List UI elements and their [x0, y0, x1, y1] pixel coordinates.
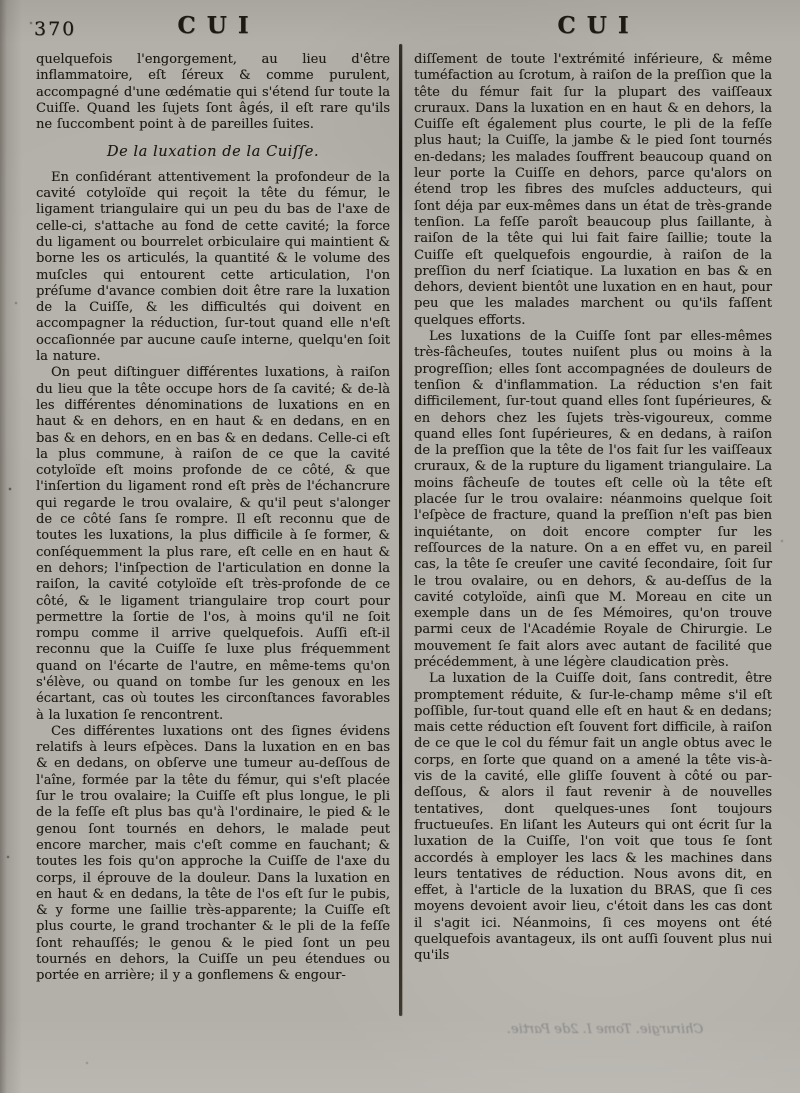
right-column: [414, 52, 772, 965]
ink-specks: [0, 0, 2, 2]
paragraph: En conſidérant attentivement la profondeur de la cavité cotyloïde qui reçoit la tête du fémur, le ligament triangulaire qui un peu du bas de l'axe de celle-ci, s'attache au fond de cette cavité; la force du ligament ou bourrelet orbiculaire qui maintient & borne les os articulés, la quantité & le volume des muſcles qui entourent cette articulation, l'on préſume d'avance combien doit être rare la luxation de la Cuiſſe, & les difficultés qui doivent en accompagner la réduction, ſur-tout quand elle n'eſt occaſionnée par aucune cauſe interne, quelqu'en ſoit la nature.: [36, 169, 390, 365]
paragraph: On peut diſtinguer différentes luxations, à raiſon du lieu que la tête occupe hors de ſa cavité; & de-là les différentes dénominations de luxations en en haut & en dehors, en en haut & en dedans, en en bas & en dehors, en en bas & en dedans. Celle-ci eſt la plus commune, à raiſon de ce que la cavité cotyloïde eſt moins profonde de ce côté, & que l'inſertion du ligament rond eſt près de l'échancrure qui regarde le trou ovalaire, & qu'il peut s'alonger de ce côté ſans ſe rompre. Il eſt reconnu que de toutes les luxations, la plus difficile à ſe former, & conſéquemment la plus rare, eſt celle en en haut & en dehors; l'inſpection de l'articulation en donne la raiſon, la cavité cotyloïde eſt très-profonde de ce côté, & le ligament triangulaire trop court pour permettre la ſortie de l'os, à moins qu'il ne ſoit rompu comme il arrive quelquefois. Auſſi eſt-il reconnu que la Cuiſſe ſe luxe plus fréquemment quand on l'écarte de l'autre, en même-tems qu'on s'élève, ou quand on tombe ſur les genoux en les écartant, cas où toutes les circonſtances favorables à la luxation ſe rencontrent.: [36, 365, 390, 723]
page-number: 370: [34, 18, 77, 40]
ink-showthrough-text: Chirurgie. Tome I. 2de Partie.: [506, 1022, 704, 1037]
section-heading: De la luxation de la Cuiſſe.: [106, 144, 320, 161]
left-column: [36, 52, 390, 985]
paragraph: Ces différentes luxations ont des ſignes évidens relatifs à leurs eſpèces. Dans la luxation en en bas & en dedans, on obſerve une tumeur au-deſſous de l'aîne, formée par la tête du fémur, qui s'eſt placée ſur le trou ovalaire; la Cuiſſe eſt plus longue, le pli de la feſſe eſt plus bas qu'à l'ordinaire, le pied & le genou ſont tournés en dehors, le malade peut encore marcher, mais c'eſt comme en fauchant; & toutes les fois qu'on approche la Cuiſſe de l'axe du corps, il éprouve de la douleur. Dans la luxation en en haut & en dedans, la tête de l'os eſt ſur le pubis, & y forme une ſaillie très-apparente; la Cuiſſe eſt plus courte, le grand trochanter & le pli de la feſſe ſont rehauſſés; le genou & le pied ſont un peu tournés en dehors, la Cuiſſe un peu étendues ou portée en arrière; il y a gonflemens & engour-: [36, 723, 390, 984]
column-divider-rule: [399, 44, 402, 1016]
paragraph: La luxation de la Cuiſſe doit, ſans contredit, être promptement réduite, & ſur-le-champ même s'il eſt poſſible, ſur-tout quand elle eſt en haut & en dedans; mais cette réduction eſt ſouvent fort difficile, à raiſon de ce que le col du fémur fait un angle obtus avec le corps, en ſorte que quand on a amené la tête vis-à-vis de la cavité, elle gliſſe ſouvent à côté ou par-deſſous, & alors il faut revenir à de nouvelles tentatives, dont quelques-unes ſont toujours fructueuſes. En liſant les Auteurs qui ont écrit ſur la luxation de la Cuiſſe, l'on voit que tous ſe ſont accordés à employer les lacs & les machines dans leurs tentatives de réduction. Nous avons dit, en effet, à l'article de la luxation du BRAS, que ſi ces moyens devoient avoir lieu, c'étoit dans les cas dont il s'agit ici. Néanmoins, ſi ces moyens ont été quelquefois avantageux, ils ont auſſi ſouvent plus nui qu'ils: [414, 671, 772, 964]
running-title-right: CUI: [557, 12, 640, 39]
running-title-left: CUI: [177, 12, 260, 39]
paragraph-continuation: quelquefois l'engorgement, au lieu d'être inflammatoire, eſt ſéreux & comme purulent, accompagné d'une œdématie qui s'étend ſur toute la Cuiſſe. Quand les ſujets ſont âgés, il eſt rare qu'ils ne ſuccombent point à de pareilles ſuites.: [36, 52, 390, 133]
paragraph: Les luxations de la Cuiſſe ſont par elles-mêmes très-fâcheuſes, toutes nuiſent plus ou moins à la progreſſion; elles ſont accompagnées de douleurs de tenſion & d'inflammation. La réduction s'en fait difficilement, ſur-tout quand elles ſont ſupérieures, & en dehors chez les ſujets très-vigoureux, comme quand elles ſont ſupérieures, & en dedans, à raiſon de la preſſion que la tête de l'os fait ſur les vaiſſeaux cruraux, & de la rupture du ligament triangulaire. La moins fâcheuſe de toutes eſt celle où la tête eſt placée ſur le trou ovalaire: néanmoins quelque ſoit l'eſpèce de fracture, quand la preſſion n'eſt pas bien inquiétante, on doit encore compter ſur les reſſources de la nature. On a en effet vu, en pareil cas, la tête ſe creuſer une cavité ſecondaire, ſoit ſur le trou ovalaire, ou en dehors, & au-deſſus de la cavité cotyloïde, ainſi que M. Moreau en cite un exemple dans un de ſes Mémoires, qu'on trouve parmi ceux de l'Académie Royale de Chirurgie. Le mouvement ſe fait alors avec autant de facilité que précédemment, à une légère claudication près.: [414, 329, 772, 670]
paragraph-continuation: diſſement de toute l'extrémité inférieure, & même tuméfaction au ſcrotum, à raiſon de la preſſion que la tête du fémur fait ſur la plupart des vaiſſeaux cruraux. Dans la luxation en en haut & en dehors, la Cuiſſe eſt également plus courte, le pli de la feſſe plus haut; la Cuiſſe, la jambe & le pied ſont tournés en-dedans; les malades ſouffrent beaucoup quand on leur porte la Cuiſſe en dehors, parce qu'alors on étend trop les fibres des muſcles adducteurs, qui ſont déja par eux-mêmes dans un état de très-grande tenſion. La feſſe paroît beaucoup plus ſaillante, à raiſon de la tête qui lui fait faire ſaillie; toute la Cuiſſe eſt quelquefois engourdie, à raiſon de la preſſion du nerf ſciatique. La luxation en bas & en dehors, devient bientôt une luxation en en haut, pour peu que les malades marchent ou qu'ils faſſent quelques efforts.: [414, 52, 772, 328]
